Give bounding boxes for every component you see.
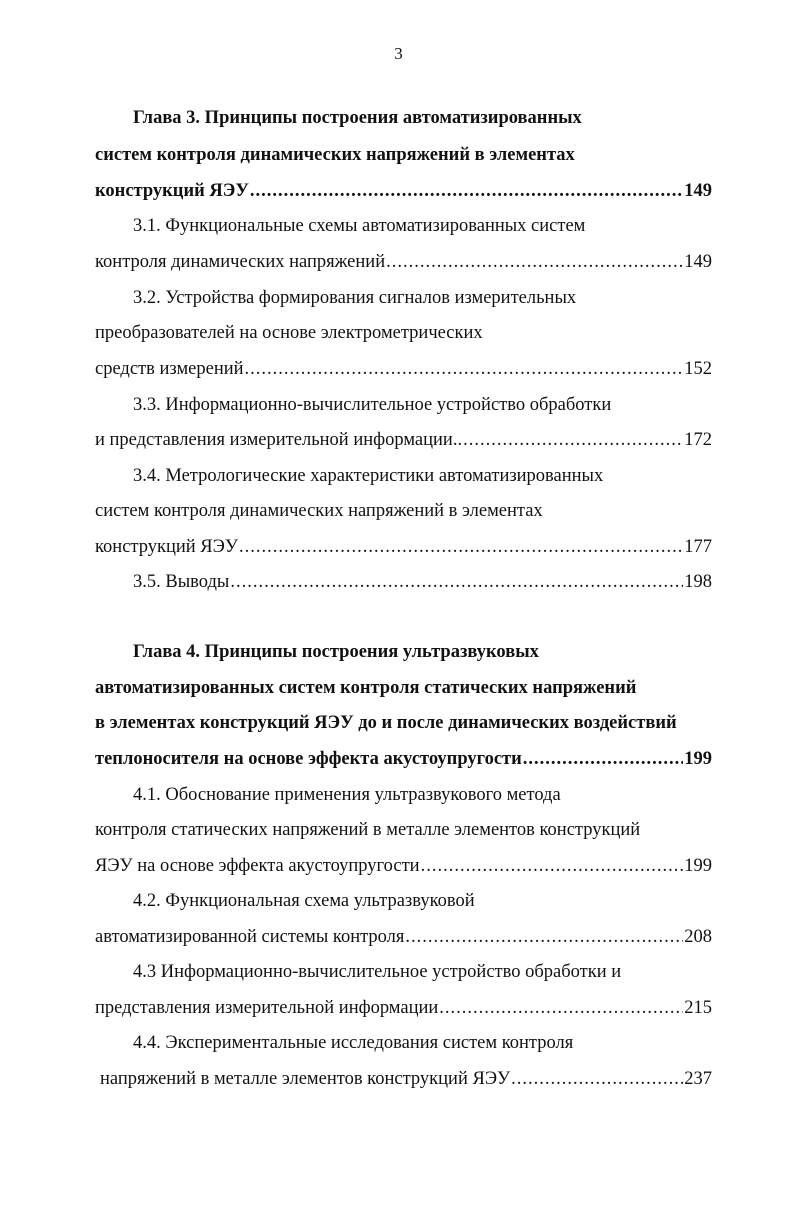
- section-4-3-text: представления измерительной информации: [95, 998, 439, 1018]
- section-3-2-line2: преобразователей на основе электрометрических: [95, 323, 483, 343]
- section-3-3-page: 172: [684, 430, 712, 450]
- leader-dots: [405, 925, 683, 949]
- section-4-3-line2: [95, 996, 712, 1020]
- section-4-1-line3: [95, 854, 712, 878]
- section-4-3-page: 215: [684, 998, 712, 1018]
- chapter4-title-line2: автоматизированных систем контроля статических напряжений: [95, 678, 637, 698]
- chapter3-title-text: конструкций ЯЭУ: [95, 181, 249, 201]
- chapter3-title-line3: [95, 179, 712, 203]
- section-3-4-line1: 3.4. Метрологические характеристики автоматизированных: [133, 466, 604, 486]
- section-4-2-line1: 4.2. Функциональная схема ультразвуковой: [133, 891, 475, 911]
- section-4-2-line2: [95, 925, 712, 949]
- section-3-2-page: 152: [684, 359, 712, 379]
- section-3-2-text: средств измерений: [95, 359, 244, 379]
- page-number: 3: [394, 44, 403, 63]
- leader-dots: [511, 1067, 683, 1091]
- section-4-1-page: 199: [684, 856, 712, 876]
- section-4-4-line1: 4.4. Экспериментальные исследования систем контроля: [133, 1033, 574, 1053]
- section-3-4-line2: систем контроля динамических напряжений в элементах: [95, 501, 543, 521]
- section-4-2-text: автоматизированной системы контроля: [95, 927, 405, 947]
- chapter4-title-line4: [95, 747, 712, 771]
- section-3-3-line2: [95, 428, 712, 452]
- leader-dots: [245, 357, 684, 381]
- chapter4-title-line3: в элементах конструкций ЯЭУ до и после динамических воздействий: [95, 713, 677, 733]
- section-3-5-page: 198: [684, 572, 712, 592]
- section-4-2-page: 208: [684, 927, 712, 947]
- section-4-4-page: 237: [684, 1069, 712, 1089]
- section-3-2-line3: [95, 357, 712, 381]
- section-4-4-text: напряжений в металле элементов конструкций ЯЭУ: [100, 1069, 511, 1089]
- chapter4-title-text: теплоносителя на основе эффекта акустоупругости: [95, 749, 522, 769]
- section-3-1-line2: [95, 250, 712, 274]
- chapter3-page: 149: [684, 181, 712, 201]
- leader-dots: [523, 747, 683, 771]
- section-3-2-line1: 3.2. Устройства формирования сигналов измерительных: [133, 288, 577, 308]
- section-4-1-text: ЯЭУ на основе эффекта акустоупругости: [95, 856, 420, 876]
- chapter3-title-line1: Глава 3. Принципы построения автоматизированных: [133, 108, 582, 128]
- leader-dots: [239, 535, 683, 559]
- section-3-4-page: 177: [684, 537, 712, 557]
- section-3-3-text: и представления измерительной информации..: [95, 430, 463, 450]
- section-3-5-line1: [133, 570, 712, 594]
- section-4-1-line2: контроля статических напряжений в металле элементов конструкций: [95, 820, 641, 840]
- section-3-4-text: конструкций ЯЭУ: [95, 537, 238, 557]
- leader-dots: [421, 854, 684, 878]
- chapter4-title-line1: Глава 4. Принципы построения ультразвуковых: [133, 642, 539, 662]
- section-3-5-text: 3.5. Выводы: [133, 572, 230, 592]
- section-3-4-line3: [95, 535, 712, 559]
- leader-dots: [463, 428, 683, 452]
- chapter3-title-line2: систем контроля динамических напряжений в элементах: [95, 145, 575, 165]
- section-3-1-line1: 3.1. Функциональные схемы автоматизированных систем: [133, 216, 586, 236]
- leader-dots: [386, 250, 683, 274]
- leader-dots: [230, 570, 683, 594]
- section-3-1-page: 149: [684, 252, 712, 272]
- section-3-1-text: контроля динамических напряжений: [95, 252, 386, 272]
- section-4-3-line1: 4.3 Информационно-вычислительное устройство обработки и: [133, 962, 622, 982]
- section-4-1-line1: 4.1. Обоснование применения ультразвукового метода: [133, 785, 561, 805]
- section-4-4-line2: [100, 1067, 712, 1091]
- leader-dots: [250, 179, 683, 203]
- section-3-3-line1: 3.3. Информационно-вычислительное устройство обработки: [133, 395, 612, 415]
- chapter4-page: 199: [684, 749, 712, 769]
- leader-dots: [439, 996, 683, 1020]
